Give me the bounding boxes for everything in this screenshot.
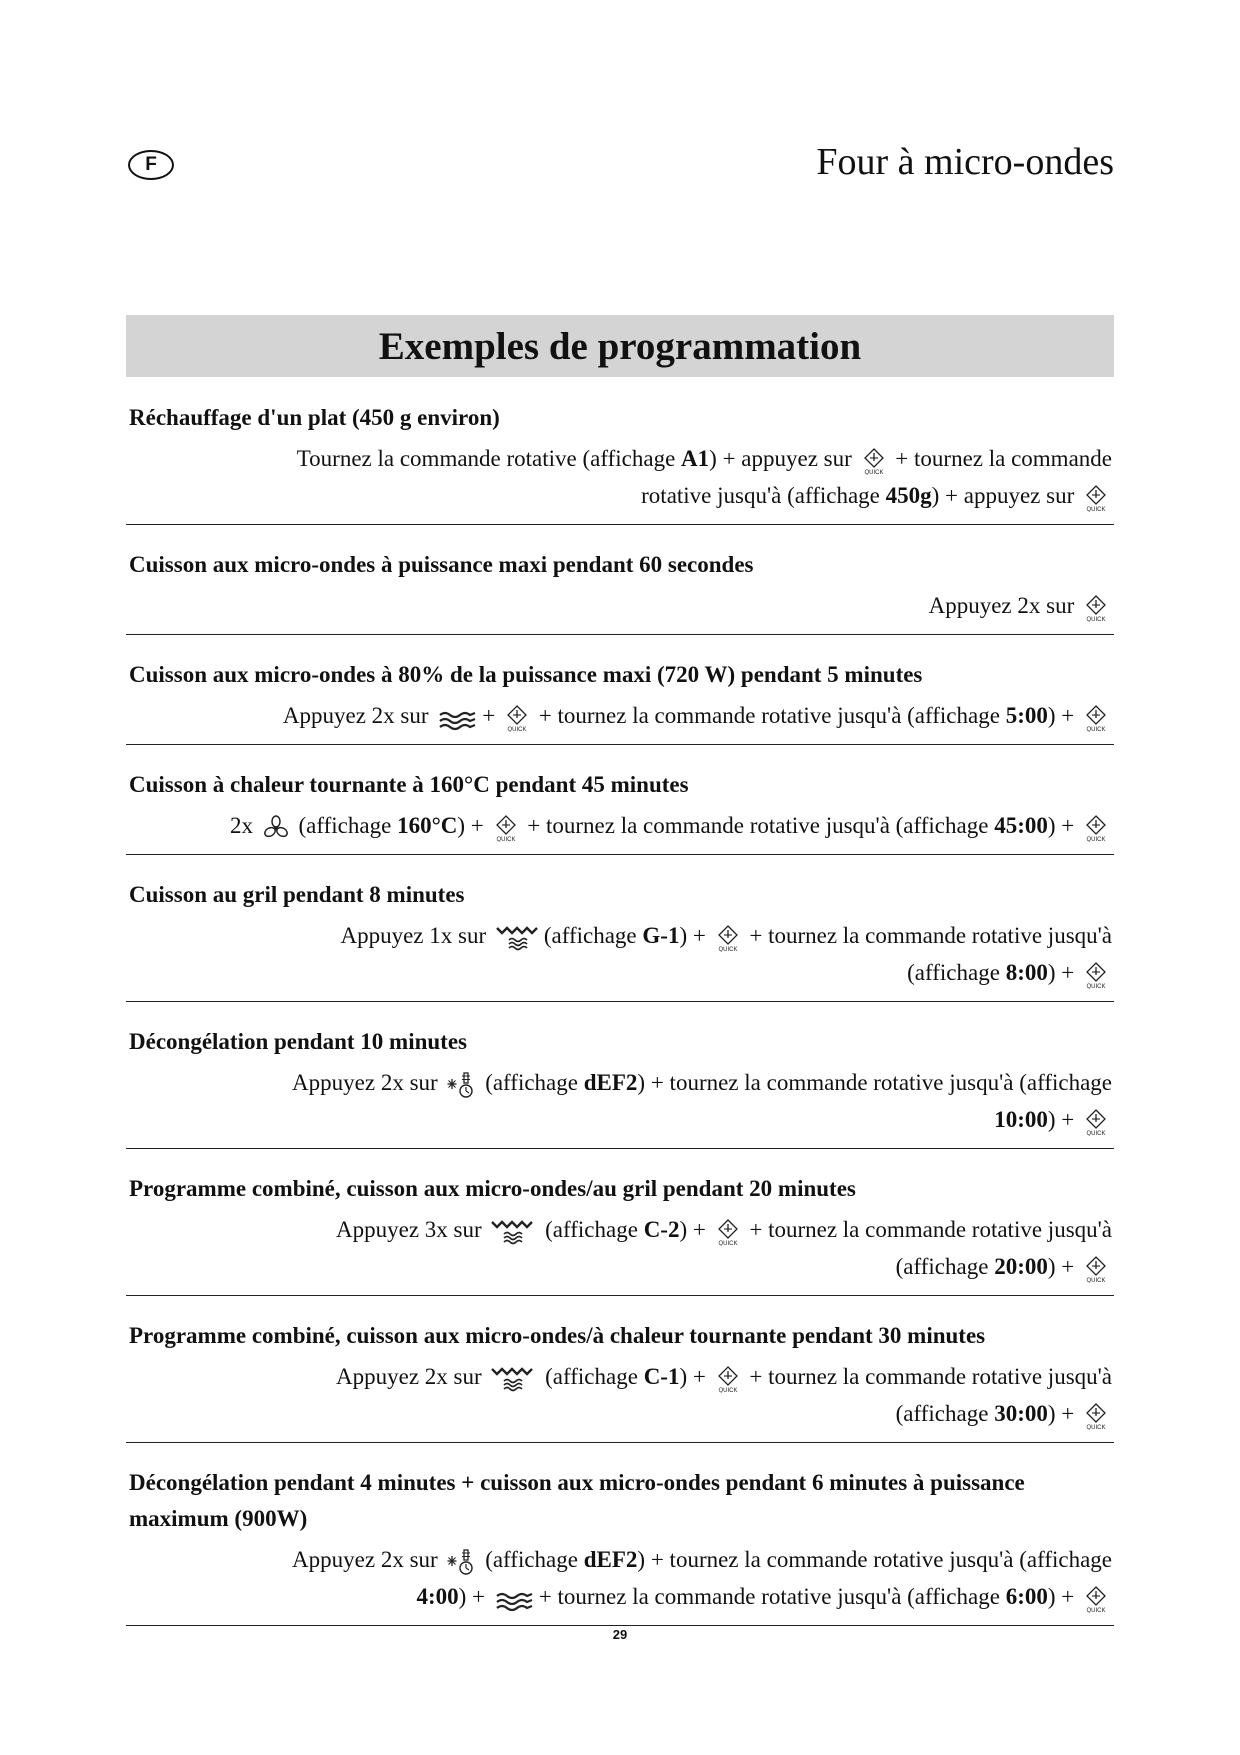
instruction-line	[126, 917, 1114, 954]
defrost-icon	[446, 1548, 476, 1576]
instruction-text: (affichage	[479, 1070, 584, 1095]
instruction-text: (affichage	[539, 1364, 644, 1389]
instruction-text: ) +	[1047, 1107, 1080, 1132]
instruction-text: ) +	[1047, 703, 1080, 728]
instruction-line	[126, 1211, 1114, 1248]
quick-label: QUICK	[718, 1240, 738, 1246]
display-value: dEF2	[583, 1547, 638, 1572]
instruction-text: ) + tournez la commande rotative jusqu'à (affichage	[637, 1547, 1112, 1572]
quick-label: QUICK	[1086, 1424, 1106, 1430]
example-heading: Programme combiné, cuisson aux micro-ondes/au gril pendant 20 minutes	[129, 1176, 856, 1201]
instruction-text: + tournez la commande rotative jusqu'à	[743, 923, 1112, 948]
display-value: dEF2	[583, 1070, 638, 1095]
display-value: 450g	[885, 483, 932, 508]
document-title: Four à micro-ondes	[816, 141, 1114, 183]
instruction-text: (affichage	[479, 1547, 584, 1572]
example-heading: Réchauffage d'un plat (450 g environ)	[129, 405, 500, 430]
instruction-text: ) +	[1047, 1584, 1080, 1609]
quick-start-icon	[1083, 1255, 1109, 1283]
quick-start-icon	[1083, 484, 1109, 512]
instruction-line	[126, 1395, 1114, 1432]
quick-start-icon	[715, 1365, 741, 1393]
instruction-line	[126, 954, 1114, 991]
display-value: 10:00	[994, 1107, 1048, 1132]
instruction-text: + tournez la commande rotative jusqu'à	[743, 1364, 1112, 1389]
quick-label: QUICK	[1086, 1277, 1106, 1283]
defrost-icon	[446, 1071, 476, 1099]
instruction-text: ) +	[1047, 960, 1080, 985]
instruction-line	[126, 477, 1114, 514]
quick-start-icon	[1083, 961, 1109, 989]
display-value: 45:00	[994, 813, 1048, 838]
instruction-line	[126, 807, 1114, 844]
instruction-line	[126, 1541, 1114, 1578]
language-badge: F	[128, 150, 174, 180]
display-value: A1	[681, 446, 710, 471]
instruction-line	[126, 1578, 1114, 1615]
quick-label: QUICK	[718, 1387, 738, 1393]
example-section	[126, 767, 1114, 855]
instruction-text: ) +	[458, 1584, 491, 1609]
instruction-line	[126, 1358, 1114, 1395]
instruction-text: +	[482, 703, 502, 728]
instruction-text: Tournez la commande rotative (affichage	[296, 446, 682, 471]
instruction-text: ) + appuyez sur	[931, 483, 1080, 508]
page-number: 29	[612, 1627, 628, 1642]
quick-start-icon	[715, 1218, 741, 1246]
quick-label: QUICK	[1086, 726, 1106, 732]
instruction-text: rotative jusqu'à (affichage	[641, 483, 886, 508]
display-value: 5:00	[1005, 703, 1048, 728]
display-value: 20:00	[994, 1254, 1048, 1279]
instruction-text: ) + appuyez sur	[709, 446, 858, 471]
instruction-text: Appuyez 2x sur	[282, 703, 435, 728]
instruction-text: (affichage	[895, 1254, 995, 1279]
example-section	[126, 1465, 1114, 1626]
instruction-text: + tournez la commande rotative jusqu'à (affichage	[533, 703, 1006, 728]
instruction-text: (affichage	[543, 923, 643, 948]
instruction-text: ) +	[1047, 1254, 1080, 1279]
instruction-line	[126, 1248, 1114, 1285]
display-value: C-1	[643, 1364, 680, 1389]
instruction-text: Appuyez 3x sur	[336, 1217, 488, 1242]
example-section	[126, 1318, 1114, 1443]
display-value: 30:00	[994, 1401, 1048, 1426]
instruction-text: ) +	[679, 1217, 712, 1242]
example-section	[126, 657, 1114, 745]
instruction-text: + tournez la commande	[889, 446, 1112, 471]
display-value: 4:00	[416, 1584, 459, 1609]
section-banner	[126, 315, 1114, 377]
quick-label: QUICK	[1086, 1607, 1106, 1613]
instruction-text: ) +	[1047, 1401, 1080, 1426]
quick-start-icon	[861, 447, 887, 475]
quick-start-icon	[1083, 1585, 1109, 1613]
example-heading: Programme combiné, cuisson aux micro-ondes/à chaleur tournante pendant 30 minutes	[129, 1323, 986, 1348]
grill-icon	[490, 1366, 536, 1392]
quick-start-icon	[715, 924, 741, 952]
programming-examples	[126, 400, 1114, 1648]
instruction-text: Appuyez 1x sur	[340, 923, 492, 948]
instruction-line	[126, 1101, 1114, 1138]
quick-start-icon	[504, 704, 530, 732]
instruction-text: ) +	[1047, 813, 1080, 838]
example-section	[126, 547, 1114, 635]
instruction-text: (affichage	[539, 1217, 644, 1242]
instruction-line	[126, 440, 1114, 477]
instruction-text: ) +	[457, 813, 490, 838]
instruction-text: Appuyez 2x sur	[292, 1070, 444, 1095]
quick-label: QUICK	[864, 469, 884, 475]
instruction-text: 2x	[230, 813, 259, 838]
instruction-text: (affichage	[907, 960, 1006, 985]
quick-start-icon	[1083, 1108, 1109, 1136]
instruction-text: Appuyez 2x sur	[292, 1547, 444, 1572]
quick-start-icon	[493, 814, 519, 842]
fan-icon	[262, 815, 290, 841]
example-heading: Cuisson aux micro-ondes à puissance maxi pendant 60 secondes	[129, 552, 754, 577]
instruction-text: ) +	[679, 923, 712, 948]
quick-label: QUICK	[1086, 1130, 1106, 1136]
example-heading: Décongélation pendant 10 minutes	[129, 1029, 467, 1054]
quick-label: QUICK	[1086, 616, 1106, 622]
page-title: Exemples de programmation	[378, 324, 862, 368]
instruction-line	[126, 587, 1114, 624]
quick-label: QUICK	[496, 836, 516, 842]
quick-label: QUICK	[1086, 506, 1106, 512]
quick-label: QUICK	[507, 726, 527, 732]
instruction-text: Appuyez 2x sur	[336, 1364, 488, 1389]
quick-label: QUICK	[1086, 836, 1106, 842]
instruction-text: ) +	[679, 1364, 712, 1389]
instruction-line	[126, 1064, 1114, 1101]
display-value: 8:00	[1005, 960, 1048, 985]
example-section	[126, 400, 1114, 525]
quick-start-icon	[1083, 704, 1109, 732]
instruction-line	[126, 697, 1114, 734]
microwave-icon	[437, 706, 479, 730]
grill-icon	[490, 1219, 536, 1245]
display-value: C-2	[643, 1217, 680, 1242]
instruction-text: ) + tournez la commande rotative jusqu'à (affichage	[637, 1070, 1112, 1095]
example-heading: Cuisson à chaleur tournante à 160°C pendant 45 minutes	[129, 772, 689, 797]
quick-start-icon	[1083, 814, 1109, 842]
grill-icon	[495, 925, 541, 951]
quick-start-icon	[1083, 1402, 1109, 1430]
example-section	[126, 877, 1114, 1002]
instruction-text: (affichage	[895, 1401, 995, 1426]
display-value: 6:00	[1005, 1584, 1048, 1609]
example-heading: Décongélation pendant 4 minutes + cuisson aux micro-ondes pendant 6 minutes à puissance maximum (900W)	[129, 1470, 1025, 1531]
quick-label: QUICK	[1086, 983, 1106, 989]
display-value: 160°C	[397, 813, 458, 838]
instruction-text: + tournez la commande rotative jusqu'à (affichage	[521, 813, 995, 838]
quick-label: QUICK	[718, 946, 738, 952]
example-heading: Cuisson au gril pendant 8 minutes	[129, 882, 465, 907]
instruction-text: Appuyez 2x sur	[928, 593, 1080, 618]
microwave-icon	[494, 1587, 536, 1611]
example-section	[126, 1171, 1114, 1296]
example-section	[126, 1024, 1114, 1149]
display-value: G-1	[642, 923, 680, 948]
instruction-text: + tournez la commande rotative jusqu'à	[743, 1217, 1112, 1242]
instruction-text: + tournez la commande rotative jusqu'à (affichage	[538, 1584, 1006, 1609]
example-heading: Cuisson aux micro-ondes à 80% de la puissance maxi (720 W) pendant 5 minutes	[129, 662, 923, 687]
instruction-text: (affichage	[292, 813, 398, 838]
quick-start-icon	[1083, 594, 1109, 622]
